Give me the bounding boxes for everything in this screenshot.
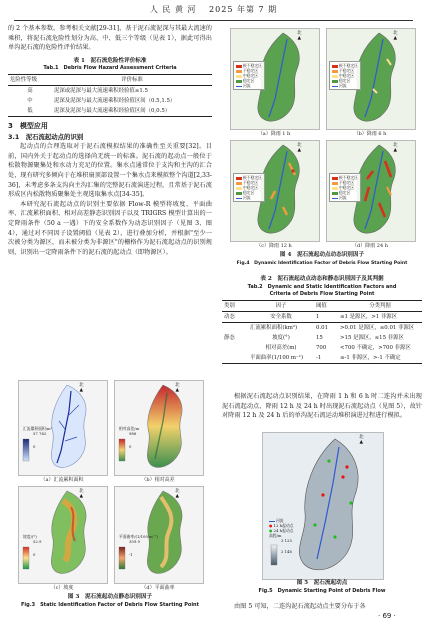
legend-title: 汇流累积面积/m²	[23, 426, 53, 431]
legend-item: 极不稳定区	[236, 63, 262, 68]
table-2-cell	[222, 343, 248, 353]
table-2-cell: 汇流累积面积(km²)	[250, 324, 298, 331]
table-2-cell: ≤-1 非源区，>-1 不确定	[340, 354, 401, 361]
header-rule	[14, 20, 413, 21]
fig3-legend	[117, 425, 141, 450]
fig4-label-a: （a）降雨 1 h	[257, 131, 291, 137]
north-label: 北	[393, 143, 398, 148]
north-arrow: 北 ▲	[393, 143, 398, 153]
table-2-cell: 0.01	[316, 324, 329, 331]
table-2-cell: 700	[316, 344, 327, 351]
legend-min: 0	[129, 444, 132, 449]
fig4-legend	[233, 173, 265, 202]
legend-item: 2 146	[281, 549, 292, 554]
fig4-panel-a	[230, 28, 320, 130]
north-label: 北	[297, 143, 302, 148]
table-1-cell: 高	[27, 88, 33, 95]
legend-max: 359.9	[129, 539, 140, 544]
table-1-cell: 泥深或泥深与最大流速乘积经验值≥1.5	[54, 88, 148, 95]
north-label: 北	[393, 31, 398, 36]
legend-item: 河流	[332, 195, 358, 200]
legend-title: 坡度/(°)	[23, 534, 37, 539]
legend-max: 986	[129, 431, 137, 436]
table-2-cell: 坡度(°)	[272, 334, 290, 341]
fig4-panel-c	[230, 140, 320, 242]
north-arrow: 北 ▲	[79, 489, 84, 499]
left-column	[8, 24, 212, 257]
table-2-header: 分类判据	[369, 302, 391, 309]
legend-item: 极不稳定区	[332, 175, 358, 180]
figure-5-caption: 图 5 泥石流起动点	[296, 580, 348, 586]
legend-max: 57 762	[33, 431, 47, 436]
right-paragraph-block	[222, 392, 422, 421]
legend-item: 高程/m	[269, 533, 282, 538]
table-2-cell: >0.01 是源区，≤0.01 非源区	[340, 324, 415, 331]
body-paragraph: 起动点的合理选取对于泥石流模拟结果的准确性至关重要[32]。目前，国内外关于起动点的选择尚无统一的标准。泥石流的起动点一般位于松散物源聚集处和水动力充足的位置。集水点通常位于支沟和主沟的汇合处，现有研究多倾向于在堆积扇顶部设置一个集水点来模拟整个沟道[2,33-36]，未考虑多条支沟向主沟汇集的完整泥石流演进过程，且常基于泥石流形成区内松散物质聚集处主观选取集水点[34-35]。	[8, 143, 212, 199]
table-1	[8, 58, 212, 118]
legend-item: 不稳定区	[332, 68, 358, 73]
north-arrow: 北 ▲	[79, 383, 84, 393]
legend-item: 中稳定区	[236, 73, 262, 78]
fig4-label-b: （b）降雨 6 h	[353, 131, 387, 137]
body-paragraph: 由图 5 可知，二连沟泥石流起动点主要分布于各	[234, 603, 366, 610]
table-2-cell: >15 是源区，≤15 非源区	[340, 334, 404, 341]
table-2-cell: 15	[316, 334, 323, 341]
table-1-header: 危险性等级	[10, 77, 37, 84]
legend-item: 河流	[332, 83, 358, 88]
fig3-label-c: （c）坡度	[50, 585, 74, 591]
fig4-legend	[329, 61, 361, 90]
fig4-label-c: （c）降雨 12 h	[256, 243, 292, 249]
figure-5	[258, 432, 386, 602]
table-2-cell: 相对高差(m)	[265, 344, 297, 351]
legend-item: 极不稳定区	[332, 63, 358, 68]
table-2-cell: 静态	[224, 334, 235, 341]
legend-item: 极不稳定区	[236, 175, 262, 180]
fig3-panel-b	[114, 380, 204, 476]
table-2-header: 因子	[275, 302, 287, 309]
table-2-caption: 表 2 泥石流起动点动态和静态识别因子及其判据	[260, 276, 384, 282]
legend-item: 河流	[236, 83, 262, 88]
table-1-caption-en: Tab.1 Debris Flow Hazard Assessment Criteria	[43, 65, 177, 72]
legend-item: 不稳定区	[332, 180, 358, 185]
table-2	[222, 276, 422, 364]
figure-5-caption-en: Fig.5 Dynamic Starting Point of Debris Flow	[258, 588, 386, 594]
table-2-cell	[222, 322, 248, 333]
fig3-label-b: （b）相对高差	[141, 477, 175, 483]
legend-item: 中稳定区	[236, 185, 262, 190]
table-2-cell: ≤1 是源区，>1 非源区	[340, 313, 398, 320]
fig4-panel-b	[326, 28, 416, 130]
fig4-label-d: （d）降雨 24 h	[352, 243, 388, 249]
fig5-legend	[267, 517, 295, 555]
figure-4-caption-en: Fig.4 Dynamic Identification Factor of Debris Flow Starting Point	[236, 261, 408, 266]
table-1-cell: 中	[27, 98, 33, 105]
north-arrow: 北 ▲	[175, 383, 180, 393]
legend-max: 52.9	[33, 539, 42, 544]
table-1-header: 评价标准	[121, 77, 143, 84]
table-1-cell: 泥深及泥深与最大流速乘积经验值区间（0.5,1.5）	[54, 98, 176, 105]
north-label: 北	[175, 489, 180, 494]
table-1-cell: 泥深及泥深与最大流速乘积经验值区间（0,0.5）	[54, 108, 171, 115]
legend-item: 不稳定区	[236, 68, 262, 73]
north-label: 北	[79, 383, 84, 388]
table-2-cell: 1	[316, 313, 320, 320]
table-2-cell: 平面曲率(1/100 m⁻¹)	[250, 354, 304, 361]
fig4-legend	[233, 61, 265, 90]
figure-3	[8, 374, 212, 612]
legend-item: 中稳定区	[332, 73, 358, 78]
legend-title: 相对高差/m	[119, 426, 140, 431]
table-1-caption: 表 1 泥石流危险性评价标准	[73, 57, 147, 64]
legend-item: 稳定区	[236, 78, 262, 83]
table-2-caption-en: Tab.2 Dynamic and Static Identification Factors and	[247, 283, 397, 290]
body-paragraph: 根据泥石流起动点识别结果，在降雨 1 h 和 6 h 时二连沟并未出现泥石流起动点，降雨 12 h 及 24 h 时出现泥石流起动点（见图 5），故针对降雨 12 h 及 24 h 后的单沟泥石流运动堆积演进过程进行模拟。	[222, 393, 422, 420]
legend-min: 0	[33, 552, 36, 557]
journal-header: 人 民 黄 河 2025 年第 7 期	[149, 5, 278, 14]
legend-min: 0	[33, 444, 36, 449]
figure-3-caption-en: Fig.3 Static Identification Factor of Debris Flow Starting Point	[20, 602, 199, 608]
table-2-cell	[222, 353, 248, 364]
right-paragraph-end	[222, 602, 422, 612]
figure-4	[222, 24, 422, 272]
north-label: 北	[79, 489, 84, 494]
body-paragraph: 本研究泥石流起动点的识别主要依据 Flow-R 模型将坡度、平面曲率、汇流累积面积、相对高差静态识别因子以及 TRIGRS 模型计算出的一定降雨条件（50 a 一遇）下的安全系数作为动态识别因子（见图 3、图 4），通过对不同因子设置阈值（见表 2），进行叠加分析，并根据"至少一次被分类为源区，而未被分类为非源区"的栅格作为泥石流起动点的识别规则，识别出一定降雨条件下的泥石流的起动点（即物源区）。	[8, 200, 212, 256]
north-arrow: 北 ▲	[297, 143, 302, 153]
legend-item: 中稳定区	[332, 185, 358, 190]
fig3-label-d: （d）平面曲率	[141, 585, 175, 591]
figure-3-caption: 图 3 泥石流起动点静态识别因子	[67, 594, 153, 600]
legend-item: 稳定区	[332, 190, 358, 195]
legend-item: ● 12 h起动点	[269, 523, 294, 528]
table-2-cell: 安全系数	[270, 313, 292, 320]
figure-4-caption: 图 4 泥石流起动点动态识别因子	[279, 252, 365, 258]
north-label: 北	[297, 31, 302, 36]
north-label: 北	[175, 383, 180, 388]
table-2-header: 阈值	[316, 302, 327, 309]
subsection-heading: 3.1 泥石流起动点的识别	[8, 133, 84, 142]
legend-item: ● 24 h起动点	[269, 528, 294, 533]
fig3-label-a: （a）汇流累积面积	[40, 477, 84, 483]
table-2-cell: <700 不确定，>700 非源区	[340, 344, 411, 351]
fig3-legend	[117, 533, 160, 558]
legend-item: 稳定区	[332, 78, 358, 83]
fig4-panel-d	[326, 140, 416, 242]
table-1-cell: 低	[27, 108, 33, 115]
north-label: 北	[359, 435, 364, 440]
fig3-panel-c	[18, 486, 108, 584]
table-2-header: 类别	[224, 302, 235, 309]
legend-item: 河流	[236, 195, 262, 200]
fig4-legend	[329, 173, 361, 202]
table-2-cell: -1	[316, 354, 322, 361]
fig3-panel-a	[18, 380, 108, 476]
north-arrow: 北 ▲	[359, 435, 364, 445]
north-arrow: 北 ▲	[297, 31, 302, 41]
table-2-caption-en: Criteria of Debris Flow Starting Point	[269, 290, 375, 297]
legend-item: 稳定区	[236, 190, 262, 195]
intro-paragraph: 的 2 个基本参数。参考相关文献[29-31]，基于泥石流泥深与其最大流速的乘积，将泥石流危险性划分为高、中、低三个等级（见表 1），据此可得出单沟泥石流的危险性评价结果。	[8, 25, 212, 52]
fig5-map	[262, 432, 384, 580]
north-arrow: 北 ▲	[393, 31, 398, 41]
fig3-legend	[21, 425, 54, 450]
legend-min: -1	[129, 552, 133, 557]
legend-title: 平面曲率/(1/100 m⁻¹)	[119, 534, 158, 539]
fig3-panel-d	[114, 486, 204, 584]
fig3-legend	[21, 533, 43, 558]
table-2-cell: 动态	[224, 313, 235, 320]
page-number: · 69 ·	[378, 612, 396, 620]
north-arrow: 北 ▲	[175, 489, 180, 499]
legend-item: 3 125	[281, 538, 292, 543]
legend-item: 不稳定区	[236, 180, 262, 185]
section-heading: 3 模型应用	[8, 122, 48, 131]
legend-item: 河流	[269, 518, 293, 523]
